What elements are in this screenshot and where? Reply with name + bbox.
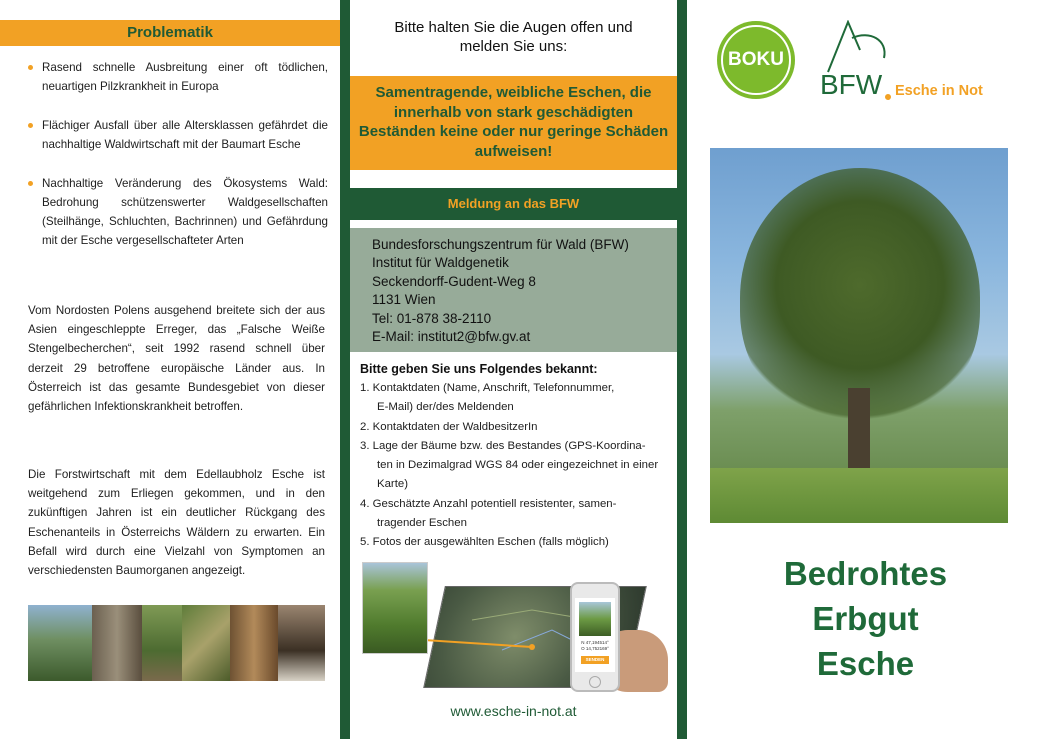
- title-line: Esche: [816, 645, 915, 682]
- phone-tree-photo: [579, 602, 611, 636]
- symptom-photo-fungus: [278, 605, 325, 681]
- problem-bullet-list: [28, 58, 328, 270]
- info-list-item: 1. Kontaktdaten (Name, Anschrift, Telefonnummer, E-Mail) der/des Meldenden: [360, 382, 615, 414]
- bullet-item: Nachhaltige Veränderung des Ökosystems Wald: Bedrohung schützenswerter Waldgesellschaften (Steilhänge, Schluchten, Bachrinnen) und Gefährdung mit der Esche vergesellschafteter Arten: [28, 174, 328, 250]
- problematik-title: Problematik: [127, 24, 213, 41]
- reporting-illustration: [362, 560, 668, 692]
- title-line: Erbgut: [812, 600, 919, 637]
- boku-logo-text: BOKU: [728, 49, 784, 70]
- address-line: Tel: 01-878 38-2110: [372, 310, 492, 326]
- phone-home-button: [589, 676, 601, 688]
- left-panel: [0, 0, 340, 739]
- title-line: Bedrohtes: [783, 555, 948, 592]
- symptom-photo-bark: [92, 605, 142, 681]
- website-link[interactable]: www.esche-in-not.at: [450, 703, 577, 719]
- highlight-box: [350, 76, 677, 170]
- fold-stripe-right: [677, 0, 687, 739]
- boku-logo: [717, 21, 795, 99]
- ash-tree-photo: [710, 148, 1008, 523]
- bfw-logo-text: BFW: [820, 69, 883, 100]
- middle-panel: [350, 0, 677, 739]
- highlight-text: Samentragende, weibliche Eschen, die innerhalb von stark geschädigten Beständen keine oder nur geringe Schäden aufweisen!: [358, 84, 669, 160]
- tree-photo-small: [362, 562, 428, 654]
- info-list: [360, 379, 672, 553]
- bfw-logo-mark: [822, 20, 892, 74]
- main-title: [687, 551, 1044, 686]
- address-line: E-Mail: institut2@bfw.gv.at: [372, 329, 531, 345]
- report-heading-bar: [350, 188, 677, 220]
- symptom-photo-crown: [28, 605, 92, 681]
- info-list-item: 5. Fotos der ausgewählten Eschen (falls möglich): [360, 536, 609, 549]
- address-block: [372, 236, 629, 346]
- report-heading: Meldung an das BFW: [447, 196, 580, 211]
- fold-stripe-left: [340, 0, 350, 739]
- bullet-item: Rasend schnelle Ausbreitung einer oft tödlichen, neuartigen Pilzkrankheit in Europa: [28, 58, 328, 96]
- intro-paragraph: Vom Nordosten Polens ausgehend breitete sich der aus Asien eingeschleppte Erreger, das „Falsche Weiße Stengelbecherchen“, seit 1992 rasend schnell über derzeit 29 betroffene europäische Länder aus. In Österreich ist das gesamte Bundesgebiet von dieser gefährlichen Infektionskrankheit betroffen.: [28, 304, 325, 414]
- info-list-heading: Bitte geben Sie uns Folgendes bekannt:: [360, 362, 598, 376]
- symptom-photo-strip: [28, 605, 325, 681]
- phone-send-button: SENDEN: [581, 656, 609, 664]
- phone-coordinates: N 47,194514° O 14,752169°: [581, 640, 609, 651]
- symptom-photo-wood: [230, 605, 278, 681]
- address-box: [350, 228, 677, 352]
- phone-screen: [575, 598, 615, 672]
- symptom-photo-leaves: [182, 605, 230, 681]
- bullet-item: Flächiger Ausfall über alle Altersklassen gefährdet die nachhaltige Waldwirtschaft mit der Baumart Esche: [28, 116, 328, 154]
- address-line: Bundesforschungszentrum für Wald (BFW): [372, 237, 629, 252]
- smartphone: [570, 582, 620, 692]
- tagline: Esche in Not: [895, 83, 983, 99]
- bfw-logo-dot: [885, 94, 891, 100]
- address-line: Seckendorff-Gudent-Weg 8: [372, 273, 536, 289]
- meadow: [710, 468, 1008, 523]
- symptom-photo-stem: [142, 605, 182, 681]
- problematik-header: [0, 20, 340, 46]
- forestry-paragraph: Die Forstwirtschaft mit dem Edellaubholz Esche ist weitgehend zum Erliegen gekommen, und in den zukünftigen Jahren ist ein deutlicher Rückgang des Eschenanteils in Österreichs Wäldern zu erwarten. Ein Befall wird durch eine Vielzahl von Symptomen an verschiedensten Baumorganen angezeigt.: [28, 468, 325, 578]
- address-line: Institut für Waldgenetik: [372, 255, 509, 271]
- info-list-item: 2. Kontaktdaten der WaldbesitzerIn: [360, 420, 538, 433]
- info-list-item: 4. Geschätzte Anzahl potentiell resistenter, samen- tragender Eschen: [360, 497, 617, 530]
- call-to-action-intro: Bitte halten Sie die Augen offen und melden Sie uns:: [394, 19, 633, 55]
- info-list-item: 3. Lage der Bäume bzw. des Bestandes (GPS-Koordina- ten in Dezimalgrad WGS 84 oder eingezeichnet in einer Karte): [360, 439, 659, 491]
- right-panel: [687, 0, 1044, 739]
- address-line: 1131 Wien: [372, 292, 436, 308]
